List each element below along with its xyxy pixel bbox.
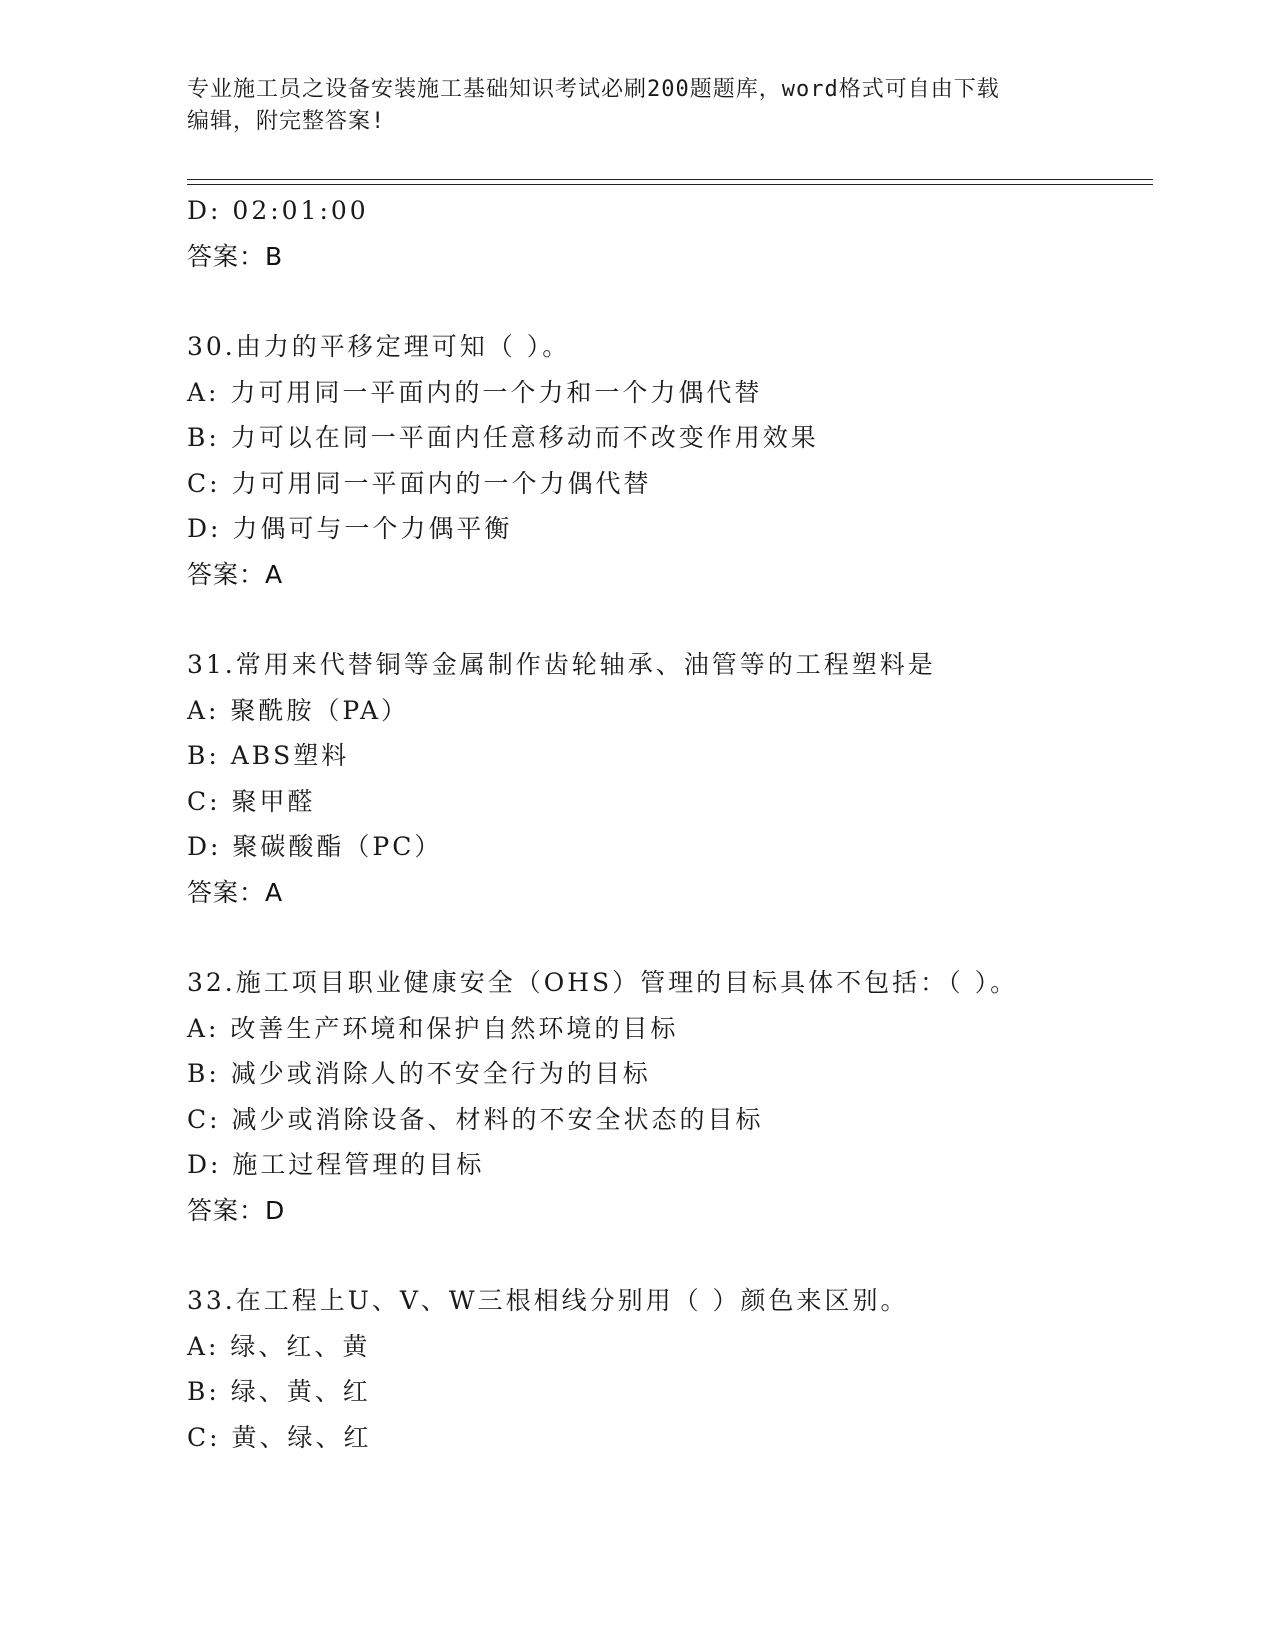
option-c: C: 聚甲醛 [187, 786, 316, 816]
option-d: D: 02:01:00 [187, 196, 369, 225]
header-divider-bottom [187, 184, 1153, 185]
option-d: D: 施工过程管理的目标 [187, 1150, 485, 1179]
answer-line: 答案：D [187, 1195, 286, 1225]
question-30 [187, 324, 1137, 597]
question-stem: 32.施工项目职业健康安全（OHS）管理的目标具体不包括：（ ）。 [187, 968, 1019, 997]
question-31 [187, 642, 1137, 915]
header-divider-top [187, 179, 1153, 180]
option-d: D: 聚碳酸酯（PC） [187, 832, 443, 861]
option-c: C: 力可用同一平面内的一个力偶代替 [187, 468, 652, 498]
header-title-line-1: 专业施工员之设备安装施工基础知识考试必刷200题题库，word格式可自由下载 [187, 77, 1000, 102]
option-c: C: 黄、绿、红 [187, 1422, 372, 1452]
question-29-tail [187, 188, 1137, 279]
answer-line: 答案：A [187, 559, 284, 589]
option-a: A: 力可用同一平面内的一个力和一个力偶代替 [187, 377, 763, 407]
spacer [187, 597, 1137, 642]
option-d: D: 力偶可与一个力偶平衡 [187, 514, 513, 543]
option-b: B: 减少或消除人的不安全行为的目标 [187, 1059, 651, 1088]
option-c: C: 减少或消除设备、材料的不安全状态的目标 [187, 1104, 764, 1134]
spacer [187, 1233, 1137, 1278]
header-title-line-2: 编辑，附完整答案! [187, 109, 386, 134]
question-33 [187, 1278, 1137, 1460]
option-a: A: 绿、红、黄 [187, 1331, 371, 1361]
question-stem: 30.由力的平移定理可知（ ）。 [187, 332, 571, 361]
spacer [187, 915, 1137, 960]
option-b: B: ABS塑料 [187, 741, 350, 770]
question-stem: 33.在工程上U、V、W三根相线分别用（ ）颜色来区别。 [187, 1286, 909, 1315]
option-a: A: 聚酰胺（PA） [187, 695, 410, 725]
question-32 [187, 960, 1137, 1233]
option-b: B: 绿、黄、红 [187, 1377, 371, 1406]
question-list [187, 188, 1137, 1460]
answer-line: 答案：B [187, 241, 284, 271]
question-stem: 31.常用来代替铜等金属制作齿轮轴承、油管等的工程塑料是 [187, 650, 936, 679]
answer-line: 答案：A [187, 877, 284, 907]
document-header [187, 74, 1067, 138]
spacer [187, 279, 1137, 324]
option-a: A: 改善生产环境和保护自然环境的目标 [187, 1013, 679, 1043]
option-b: B: 力可以在同一平面内任意移动而不改变作用效果 [187, 423, 819, 452]
